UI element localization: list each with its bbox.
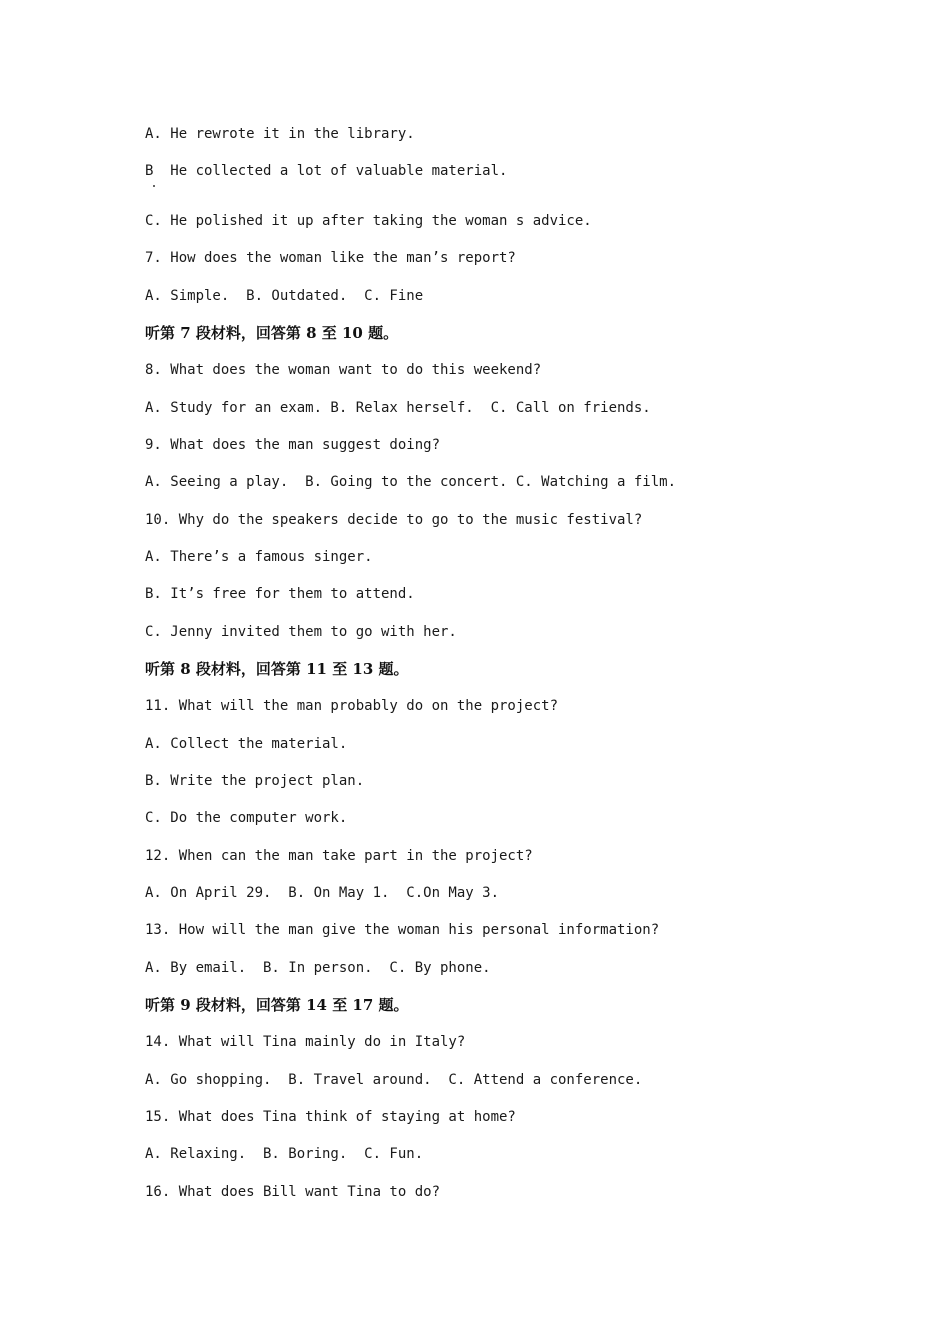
section-heading-9: 听第 9 段材料，回答第 14 至 17 题。 (145, 996, 409, 1014)
question-16: 16. What does Bill want Tina to do? (145, 1184, 441, 1200)
option-11a: A. Collect the material. (145, 736, 348, 752)
option-10c: C. Jenny invited them to go with her. (145, 624, 457, 640)
question-14: 14. What will Tina mainly do in Italy? (145, 1034, 466, 1050)
question-10: 10. Why do the speakers decide to go to the music festival? (145, 512, 643, 528)
options-8: A. Study for an exam. B. Relax herself. C. Call on friends. (145, 400, 651, 416)
stray-mark (153, 185, 155, 187)
option-6c: C. He polished it up after taking the woman s advice. (145, 213, 592, 229)
option-11c: C. Do the computer work. (145, 810, 348, 826)
options-15: A. Relaxing. B. Boring. C. Fun. (145, 1146, 424, 1162)
options-14: A. Go shopping. B. Travel around. C. Attend a conference. (145, 1072, 643, 1088)
question-8: 8. What does the woman want to do this weekend? (145, 362, 542, 378)
question-7: 7. How does the woman like the man’s report? (145, 250, 516, 266)
question-12: 12. When can the man take part in the project? (145, 848, 533, 864)
question-15: 15. What does Tina think of staying at home? (145, 1109, 516, 1125)
question-11: 11. What will the man probably do on the project? (145, 698, 559, 714)
question-13: 13. How will the man give the woman his personal information? (145, 922, 660, 938)
section-heading-8: 听第 8 段材料，回答第 11 至 13 题。 (145, 660, 409, 678)
question-9: 9. What does the man suggest doing? (145, 437, 441, 453)
option-10b: B. It’s free for them to attend. (145, 586, 415, 602)
option-10a: A. There’s a famous singer. (145, 549, 373, 565)
options-7: A. Simple. B. Outdated. C. Fine (145, 288, 424, 304)
section-heading-7: 听第 7 段材料，回答第 8 至 10 题。 (145, 324, 399, 342)
options-13: A. By email. B. In person. C. By phone. (145, 960, 491, 976)
options-9: A. Seeing a play. B. Going to the concert. C. Watching a film. (145, 474, 677, 490)
option-11b: B. Write the project plan. (145, 773, 365, 789)
option-6a: A. He rewrote it in the library. (145, 126, 415, 142)
options-12: A. On April 29. B. On May 1. C.On May 3. (145, 885, 500, 901)
option-6b: B He collected a lot of valuable material. (145, 163, 508, 179)
